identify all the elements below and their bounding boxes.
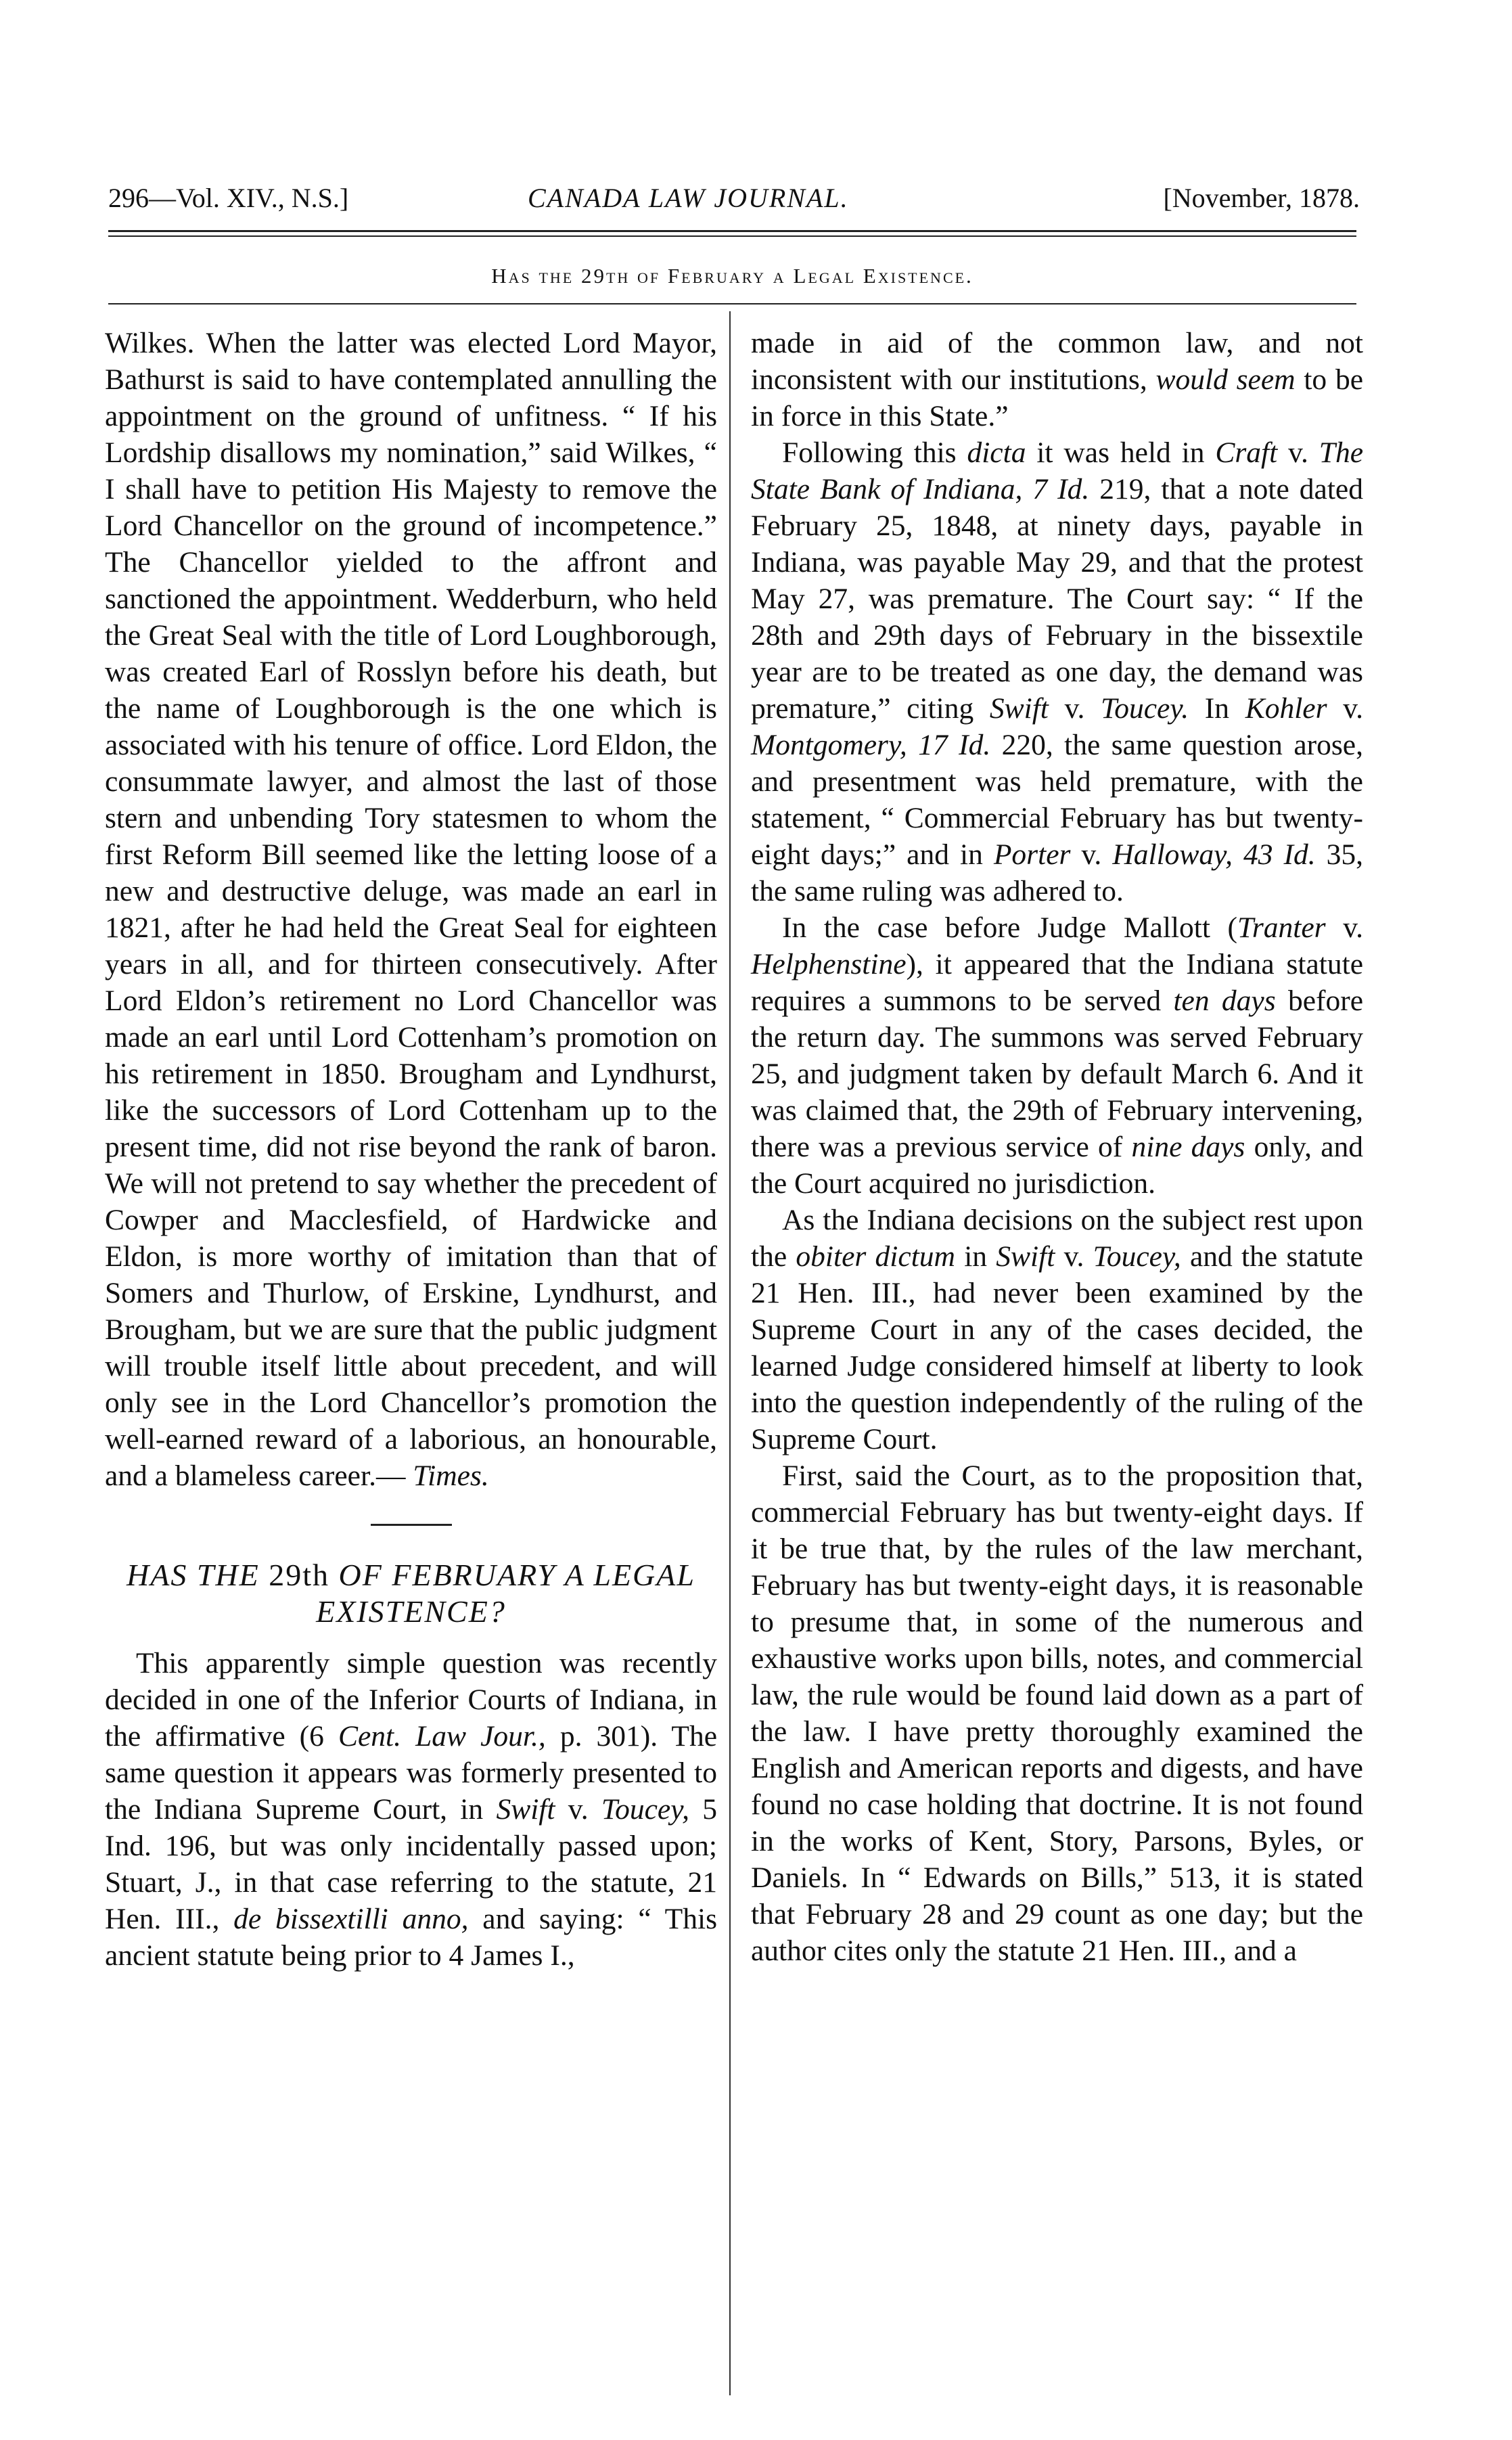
case-name: Swift [496,1793,555,1826]
issue-date: [November, 1878. [1163,183,1360,213]
case-name: Montgomery, 17 Id. [751,729,991,761]
case-name: Craft [1215,436,1278,469]
running-head: Has the 29th of February a Legal Existence. [491,264,973,288]
case-name: Halloway, 43 Id. [1112,838,1316,871]
article-paragraph-2 [751,434,1363,909]
article-title [105,1557,717,1630]
text-run: before the return day. The summons was served February 25, and judgment taken by default March 6. And it was claimed that, the 29th of February intervening, there was a previous service of [751,985,1364,1163]
column-divider [729,311,731,2395]
header-rule-bottom [108,235,1356,237]
running-head-rule [108,303,1356,304]
header-rule-top [108,230,1356,232]
text-run: As the Indiana decisions on the subject rest upon the [751,1204,1363,1273]
page-header [101,181,1360,215]
text-run: and saying: “ This ancient statute being prior to 4 James I., [105,1903,718,1972]
latin-title: de bissextilli anno, [233,1903,469,1935]
text-run: 220, the same question arose, and presentment was held premature, with the statement, “ Commercial February has but twenty-eight days;” and in [751,729,1363,871]
text-run: 35, the same ruling was adhered to. [751,838,1364,907]
text-run: it was held in [1036,436,1205,469]
case-name: Kohler [1245,692,1327,725]
text-run: v. [1288,436,1308,469]
text-run: v. [1343,911,1363,944]
text-run: made in aid of the common law, and not inconsistent with our institutions, [751,327,1363,396]
text-run: ), it appeared that the Indiana statute requires a summons to be served [751,948,1363,1017]
text-run: p. 301). The same question it appears was formerly presented to the Indiana Supreme Court, in [105,1720,717,1826]
emphasis: would seem [1155,363,1296,396]
article-title-part-b: 29th [269,1558,330,1592]
left-column [105,325,717,1974]
emphasis: ten days [1173,985,1276,1017]
continuation-paragraph-right [751,325,1363,434]
text-run: v. [1081,838,1102,871]
text-run: v. [1063,1240,1084,1273]
article-paragraph-1 [105,1645,717,1974]
case-name: Swift [996,1240,1055,1273]
section-separator [371,1524,452,1526]
text-run: only, and the Court acquired no jurisdiction. [751,1131,1363,1200]
case-name: Helphenstine [751,948,907,980]
text-run: 5 Ind. 196, but was only incidentally passed upon; Stuart, J., in that case referring to the statute, 21 Hen. III., [105,1793,718,1935]
article-title-part-a: HAS THE [127,1558,260,1592]
text-run: and the statute 21 Hen. III., had never been examined by the Supreme Court in any of the cases decided, the learned Judge considered himself at liberty to look into the question independently of the ruling of the Supreme Court. [751,1240,1363,1455]
text-run: This apparently simple question was recently decided in one of the Inferior Courts of Indiana, in the affirmative (6 [105,1647,717,1753]
right-column [751,325,1363,1969]
emphasis: nine days [1131,1131,1245,1163]
case-name: Tranter [1237,911,1326,944]
case-name: Toucey, [601,1793,689,1826]
article-paragraph-4 [751,1202,1363,1458]
volume-page-label: 296—Vol. XIV., N.S.] [108,183,349,213]
article-paragraph-5: First, said the Court, as to the proposition that, commercial February has but twenty-eight days. If it be true that, by the rules of the law merchant, February has but twenty-eight days, it is reasonable to presume that, in some of the numerous and exhaustive works upon bills, notes, and commercial law, the rule would be found laid down as a part of the law. I have pretty thoroughly examined the English and American reports and digests, and have found no case holding that doctrine. It is not found in the works of Kent, Story, Parsons, Byles, or Daniels. In “ Edwards on Bills,” 513, it is stated that February 28 and 29 count as one day; but the author cites only the statute 21 Hen. III., and a [751,1460,1363,1967]
source-attribution: Times. [413,1460,489,1492]
continuation-paragraph [105,325,717,1494]
case-name: Porter [993,838,1071,871]
emphasis: dicta [967,436,1026,469]
text-run: in [964,1240,988,1273]
article-title-part-c: OF FEBRUARY A LEGAL EXISTENCE? [316,1558,695,1629]
article-paragraph-3 [751,909,1363,1202]
case-name: Toucey, [1093,1240,1181,1273]
emphasis: obiter dictum [796,1240,955,1273]
text-run: to be in force in this State.” [751,363,1364,432]
text-run: v. [1343,692,1364,725]
text-run: Following this [782,436,957,469]
citation: Cent. Law Jour., [338,1720,546,1753]
case-name: The State Bank of Indiana, 7 Id. [751,436,1364,505]
journal-title: CANADA LAW JOURNAL. [528,183,849,213]
text-run: In [1204,692,1230,725]
case-name: Toucey. [1101,692,1189,725]
text-run: v. [1064,692,1085,725]
text-run: v. [568,1793,589,1826]
text-run: In the case before Judge Mallott ( [782,911,1238,944]
continuation-text: Wilkes. When the latter was elected Lord Mayor, Bathurst is said to have contemplated annulling the appointment on the ground of unfitness. “ If his Lordship disallows my nomination,” said Wilkes, “ I shall have to petition His Majesty to remove the Lord Chancellor on the ground of incompetence.” The Chancellor yielded to the affront and sanctioned the appointment. Wedderburn, who held the Great Seal with the title of Lord Loughborough, was created Earl of Rosslyn before his death, but the name of Loughborough is the one which is associated with his tenure of office. Lord Eldon, the consummate lawyer, and almost the last of those stern and unbending Tory statesmen to whom the first Reform Bill seemed like the letting loose of a new and destructive deluge, was made an earl in 1821, after he had held the Great Seal for eighteen years in all, and for thirteen consecutively. After Lord Eldon’s retirement no Lord Chancellor was made an earl until Lord Cottenham’s promotion on his retirement in 1850. Brougham and Lyndhurst, like the successors of Lord Cottenham up to the present time, did not rise beyond the rank of baron. We will not pretend to say whether the precedent of Cowper and Macclesfield, of Hardwicke and Eldon, is more worthy of imitation than that of Somers and Thurlow, of Erskine, Lyndhurst, and Brougham, but we are sure that the public judgment will trouble itself little about precedent, and will only see in the Lord Chancellor’s promotion the well-earned reward of a laborious, an honourable, and a blameless career.— [105,327,717,1492]
text-run: 219, that a note dated February 25, 1848, at ninety days, payable in Indiana, was payable May 29, and that the protest May 27, was premature. The Court say: “ If the 28th and 29th days of February in the bissextile year are to be treated as one day, the demand was premature,” citing [751,473,1363,725]
case-name: Swift [989,692,1049,725]
